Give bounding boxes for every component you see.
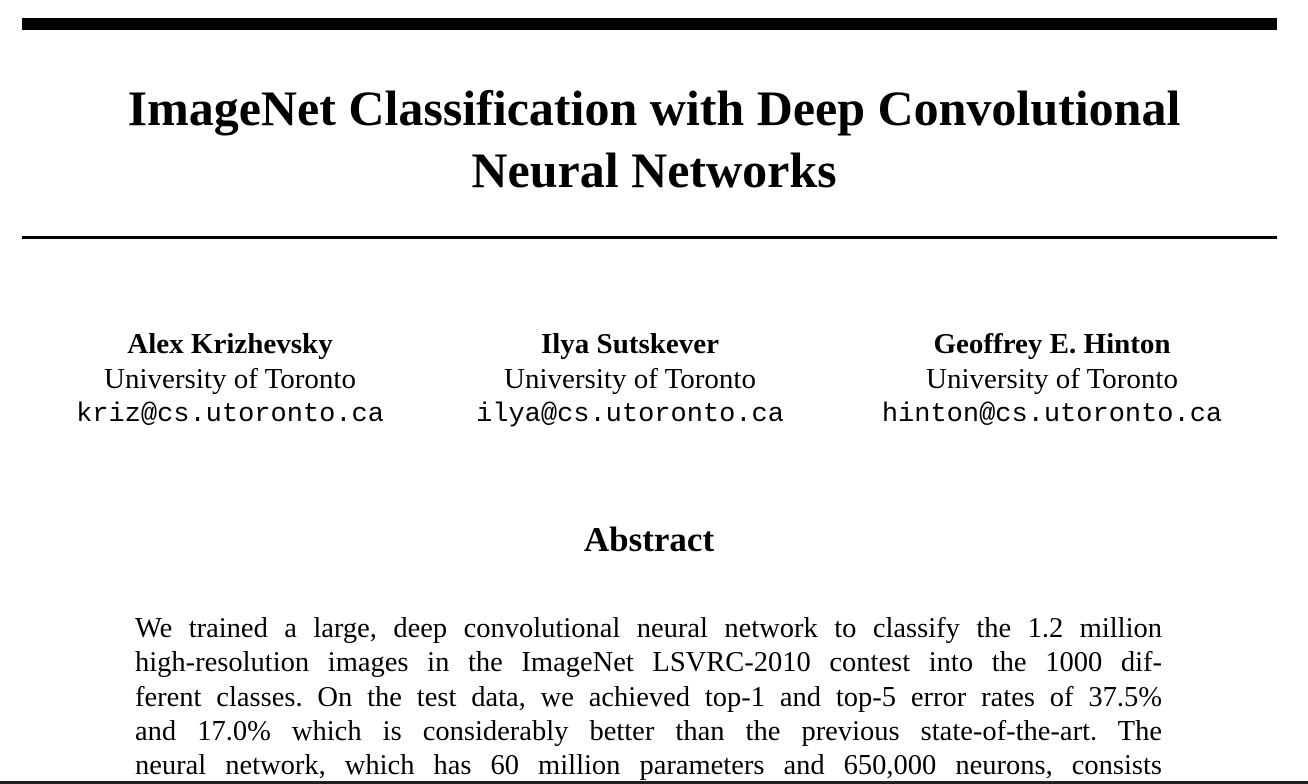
abstract-heading: Abstract	[583, 520, 715, 559]
abstract-line: and 17.0% which is considerably better than the previous state-of-the-art. The	[135, 715, 1162, 747]
author-name: Alex Krizhevsky	[127, 328, 333, 360]
top-rule	[22, 18, 1277, 30]
author-block	[20, 326, 440, 433]
abstract-line: ferent classes. On the test data, we achieved top-1 and top-5 error rates of 37.5%	[135, 681, 1162, 713]
author-affiliation: University of Toronto	[104, 363, 356, 395]
author-name: Geoffrey E. Hinton	[933, 328, 1171, 360]
author-block	[842, 326, 1262, 433]
abstract-line: high-resolution images in the ImageNet LSVRC-2010 contest into the 1000 dif-	[135, 647, 1162, 679]
paper-title-line-2: Neural Networks	[471, 142, 837, 198]
author-block	[420, 326, 840, 433]
title-rule	[22, 236, 1277, 239]
author-email[interactable]: kriz@cs.utoronto.ca	[76, 400, 384, 430]
author-affiliation: University of Toronto	[926, 363, 1178, 395]
paper-title-line-1: ImageNet Classification with Deep Convolutional	[127, 80, 1181, 136]
abstract-body	[135, 612, 1162, 783]
author-name: Ilya Sutskever	[540, 328, 720, 360]
abstract-line: neural network, which has 60 million parameters and 650,000 neurons, consists	[135, 750, 1162, 782]
author-email[interactable]: ilya@cs.utoronto.ca	[476, 400, 784, 430]
author-email[interactable]: hinton@cs.utoronto.ca	[881, 400, 1223, 430]
abstract-line: We trained a large, deep convolutional neural network to classify the 1.2 million	[135, 613, 1162, 644]
author-affiliation: University of Toronto	[504, 363, 756, 395]
